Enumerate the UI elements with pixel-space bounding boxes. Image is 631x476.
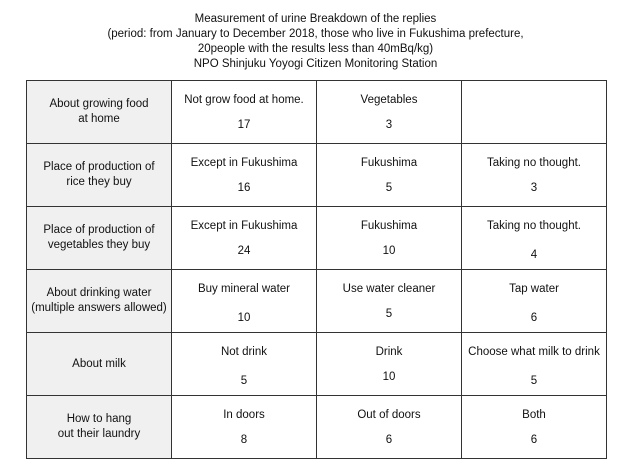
answer-cell xyxy=(317,396,462,459)
answer-count: 10 xyxy=(382,371,396,383)
table-row xyxy=(27,81,607,144)
answer-count: 6 xyxy=(385,434,393,446)
answer-text: Drink xyxy=(375,346,403,358)
answer-cell xyxy=(172,333,317,396)
question-label: How to hang out their laundry xyxy=(57,413,141,440)
answer-count: 3 xyxy=(530,182,538,194)
header-criteria: 20people with the results less than 40mBq/kg) xyxy=(197,43,434,55)
answer-cell-empty xyxy=(462,81,607,144)
question-label: Place of production of vegetables they buy xyxy=(43,224,155,251)
answer-text: Not grow food at home. xyxy=(184,94,304,106)
answer-text: Use water cleaner xyxy=(342,283,436,295)
answer-cell xyxy=(317,81,462,144)
answer-cell xyxy=(172,396,317,459)
question-label: About drinking water (multiple answers allowed) xyxy=(31,287,167,314)
answer-count: 24 xyxy=(237,245,251,257)
answer-count: 3 xyxy=(385,119,393,131)
header-title: Measurement of urine Breakdown of the replies xyxy=(194,13,437,25)
table-row xyxy=(27,333,607,396)
answer-cell xyxy=(462,270,607,333)
answer-count: 10 xyxy=(237,312,251,324)
question-label: About growing food at home xyxy=(49,98,149,125)
document-header xyxy=(0,12,631,72)
answer-count: 16 xyxy=(237,182,251,194)
question-label-cell xyxy=(27,81,172,144)
table-row xyxy=(27,207,607,270)
answer-count: 6 xyxy=(530,434,538,446)
answer-text: Taking no thought. xyxy=(487,220,581,232)
answer-cell xyxy=(462,144,607,207)
answer-cell xyxy=(172,81,317,144)
answer-text: Choose what milk to drink xyxy=(468,346,600,358)
answer-count: 8 xyxy=(240,434,248,446)
answer-count: 4 xyxy=(530,249,538,261)
question-label-cell xyxy=(27,207,172,270)
answer-cell xyxy=(317,333,462,396)
question-label-cell xyxy=(27,144,172,207)
answer-cell xyxy=(317,270,462,333)
answer-cell xyxy=(462,333,607,396)
answer-count: 6 xyxy=(530,312,538,324)
answer-cell xyxy=(172,144,317,207)
question-label-cell xyxy=(27,270,172,333)
answer-text: Fukushima xyxy=(360,220,418,232)
answer-count: 5 xyxy=(530,375,538,387)
table-row xyxy=(27,270,607,333)
answer-text: Buy mineral water xyxy=(197,283,291,295)
replies-table xyxy=(26,80,607,459)
question-label-cell xyxy=(27,333,172,396)
answer-text: Vegetables xyxy=(360,94,418,106)
answer-count: 5 xyxy=(240,375,248,387)
answer-cell xyxy=(172,207,317,270)
answer-text: Except in Fukushima xyxy=(190,157,298,169)
answer-count: 10 xyxy=(382,245,396,257)
table-row xyxy=(27,396,607,459)
answer-text: Tap water xyxy=(509,283,559,295)
answer-cell xyxy=(317,144,462,207)
question-label-cell xyxy=(27,396,172,459)
answer-text: Both xyxy=(522,409,546,421)
answer-cell xyxy=(172,270,317,333)
answer-cell xyxy=(462,207,607,270)
answer-text: In doors xyxy=(223,409,265,421)
answer-text: Out of doors xyxy=(357,409,421,421)
answer-cell xyxy=(317,207,462,270)
answer-text: Except in Fukushima xyxy=(190,220,298,232)
answer-cell xyxy=(462,396,607,459)
answer-text: Not drink xyxy=(220,346,268,358)
answer-count: 5 xyxy=(385,182,393,194)
table-row xyxy=(27,144,607,207)
answer-text: Fukushima xyxy=(360,157,418,169)
question-label: About milk xyxy=(72,357,126,370)
answer-text: Taking no thought. xyxy=(487,157,581,169)
answer-count: 5 xyxy=(385,308,393,320)
answer-text xyxy=(462,93,606,108)
answer-count: 17 xyxy=(237,119,251,131)
question-label: Place of production of rice they buy xyxy=(43,161,155,188)
header-organization: NPO Shinjuku Yoyogi Citizen Monitoring Station xyxy=(193,58,438,70)
header-period: (period: from January to December 2018, those who live in Fukushima prefecture, xyxy=(107,28,524,40)
